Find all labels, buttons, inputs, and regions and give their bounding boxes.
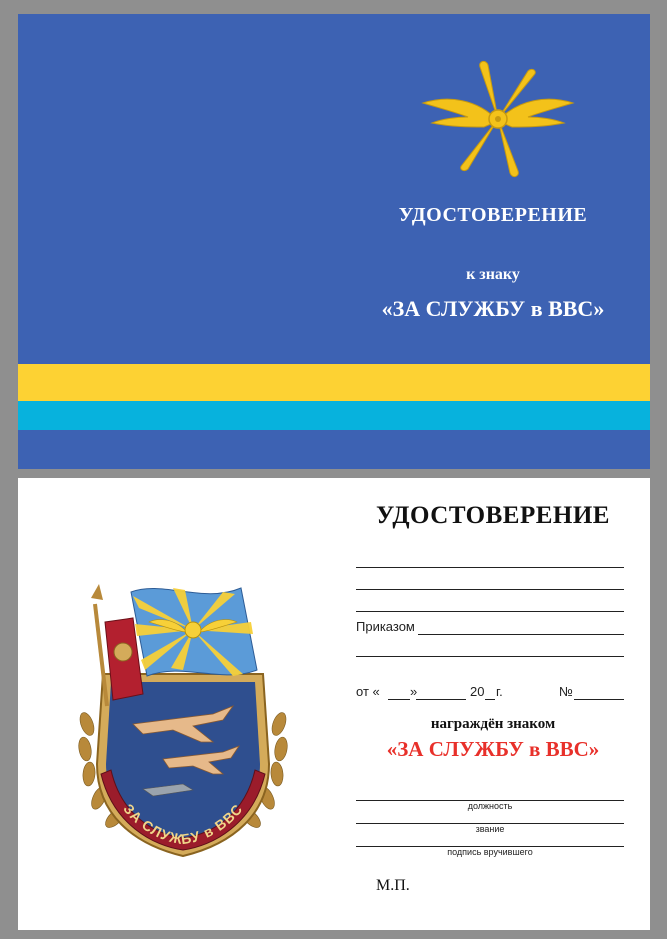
month-line[interactable]	[416, 699, 466, 700]
name-line-3[interactable]	[356, 611, 624, 612]
year-suffix: г.	[496, 684, 503, 699]
yellow-stripe	[18, 364, 650, 401]
air-force-service-badge-icon	[73, 574, 293, 864]
winged-propeller-icon	[418, 59, 578, 179]
cyan-stripe	[18, 401, 650, 430]
name-line-1[interactable]	[356, 567, 624, 568]
awarded-text: награждён знаком	[430, 716, 556, 732]
badge-ribbon-text: ЗА СЛУЖБУ в ВВС	[120, 800, 246, 848]
certificate-inside	[18, 478, 650, 930]
year-label: 20	[470, 684, 485, 699]
rank-caption: звание	[475, 824, 505, 834]
day-line[interactable]	[388, 699, 410, 700]
year-line[interactable]	[485, 699, 495, 700]
cover-title: УДОСТОВЕРЕНИЕ	[398, 204, 588, 226]
order-label: Приказом	[356, 619, 415, 634]
position-caption: должность	[467, 801, 513, 811]
certificate-cover	[18, 14, 650, 469]
stamp-place: М.П.	[376, 877, 410, 894]
signature-caption: подпись вручившего	[447, 847, 533, 857]
cover-subtitle: к знаку	[466, 266, 520, 283]
award-name: «ЗА СЛУЖБУ в ВВС»	[386, 737, 600, 761]
name-line-2[interactable]	[356, 589, 624, 590]
inside-title: УДОСТОВЕРЕНИЕ	[376, 502, 610, 529]
cover-badge-name: «ЗА СЛУЖБУ в ВВС»	[381, 296, 605, 321]
number-line[interactable]	[574, 699, 624, 700]
date-prefix: от «	[356, 684, 380, 699]
number-label: №	[559, 684, 573, 699]
date-mid: »	[410, 684, 418, 699]
order-line[interactable]	[418, 634, 624, 635]
order-line-2[interactable]	[356, 656, 624, 657]
